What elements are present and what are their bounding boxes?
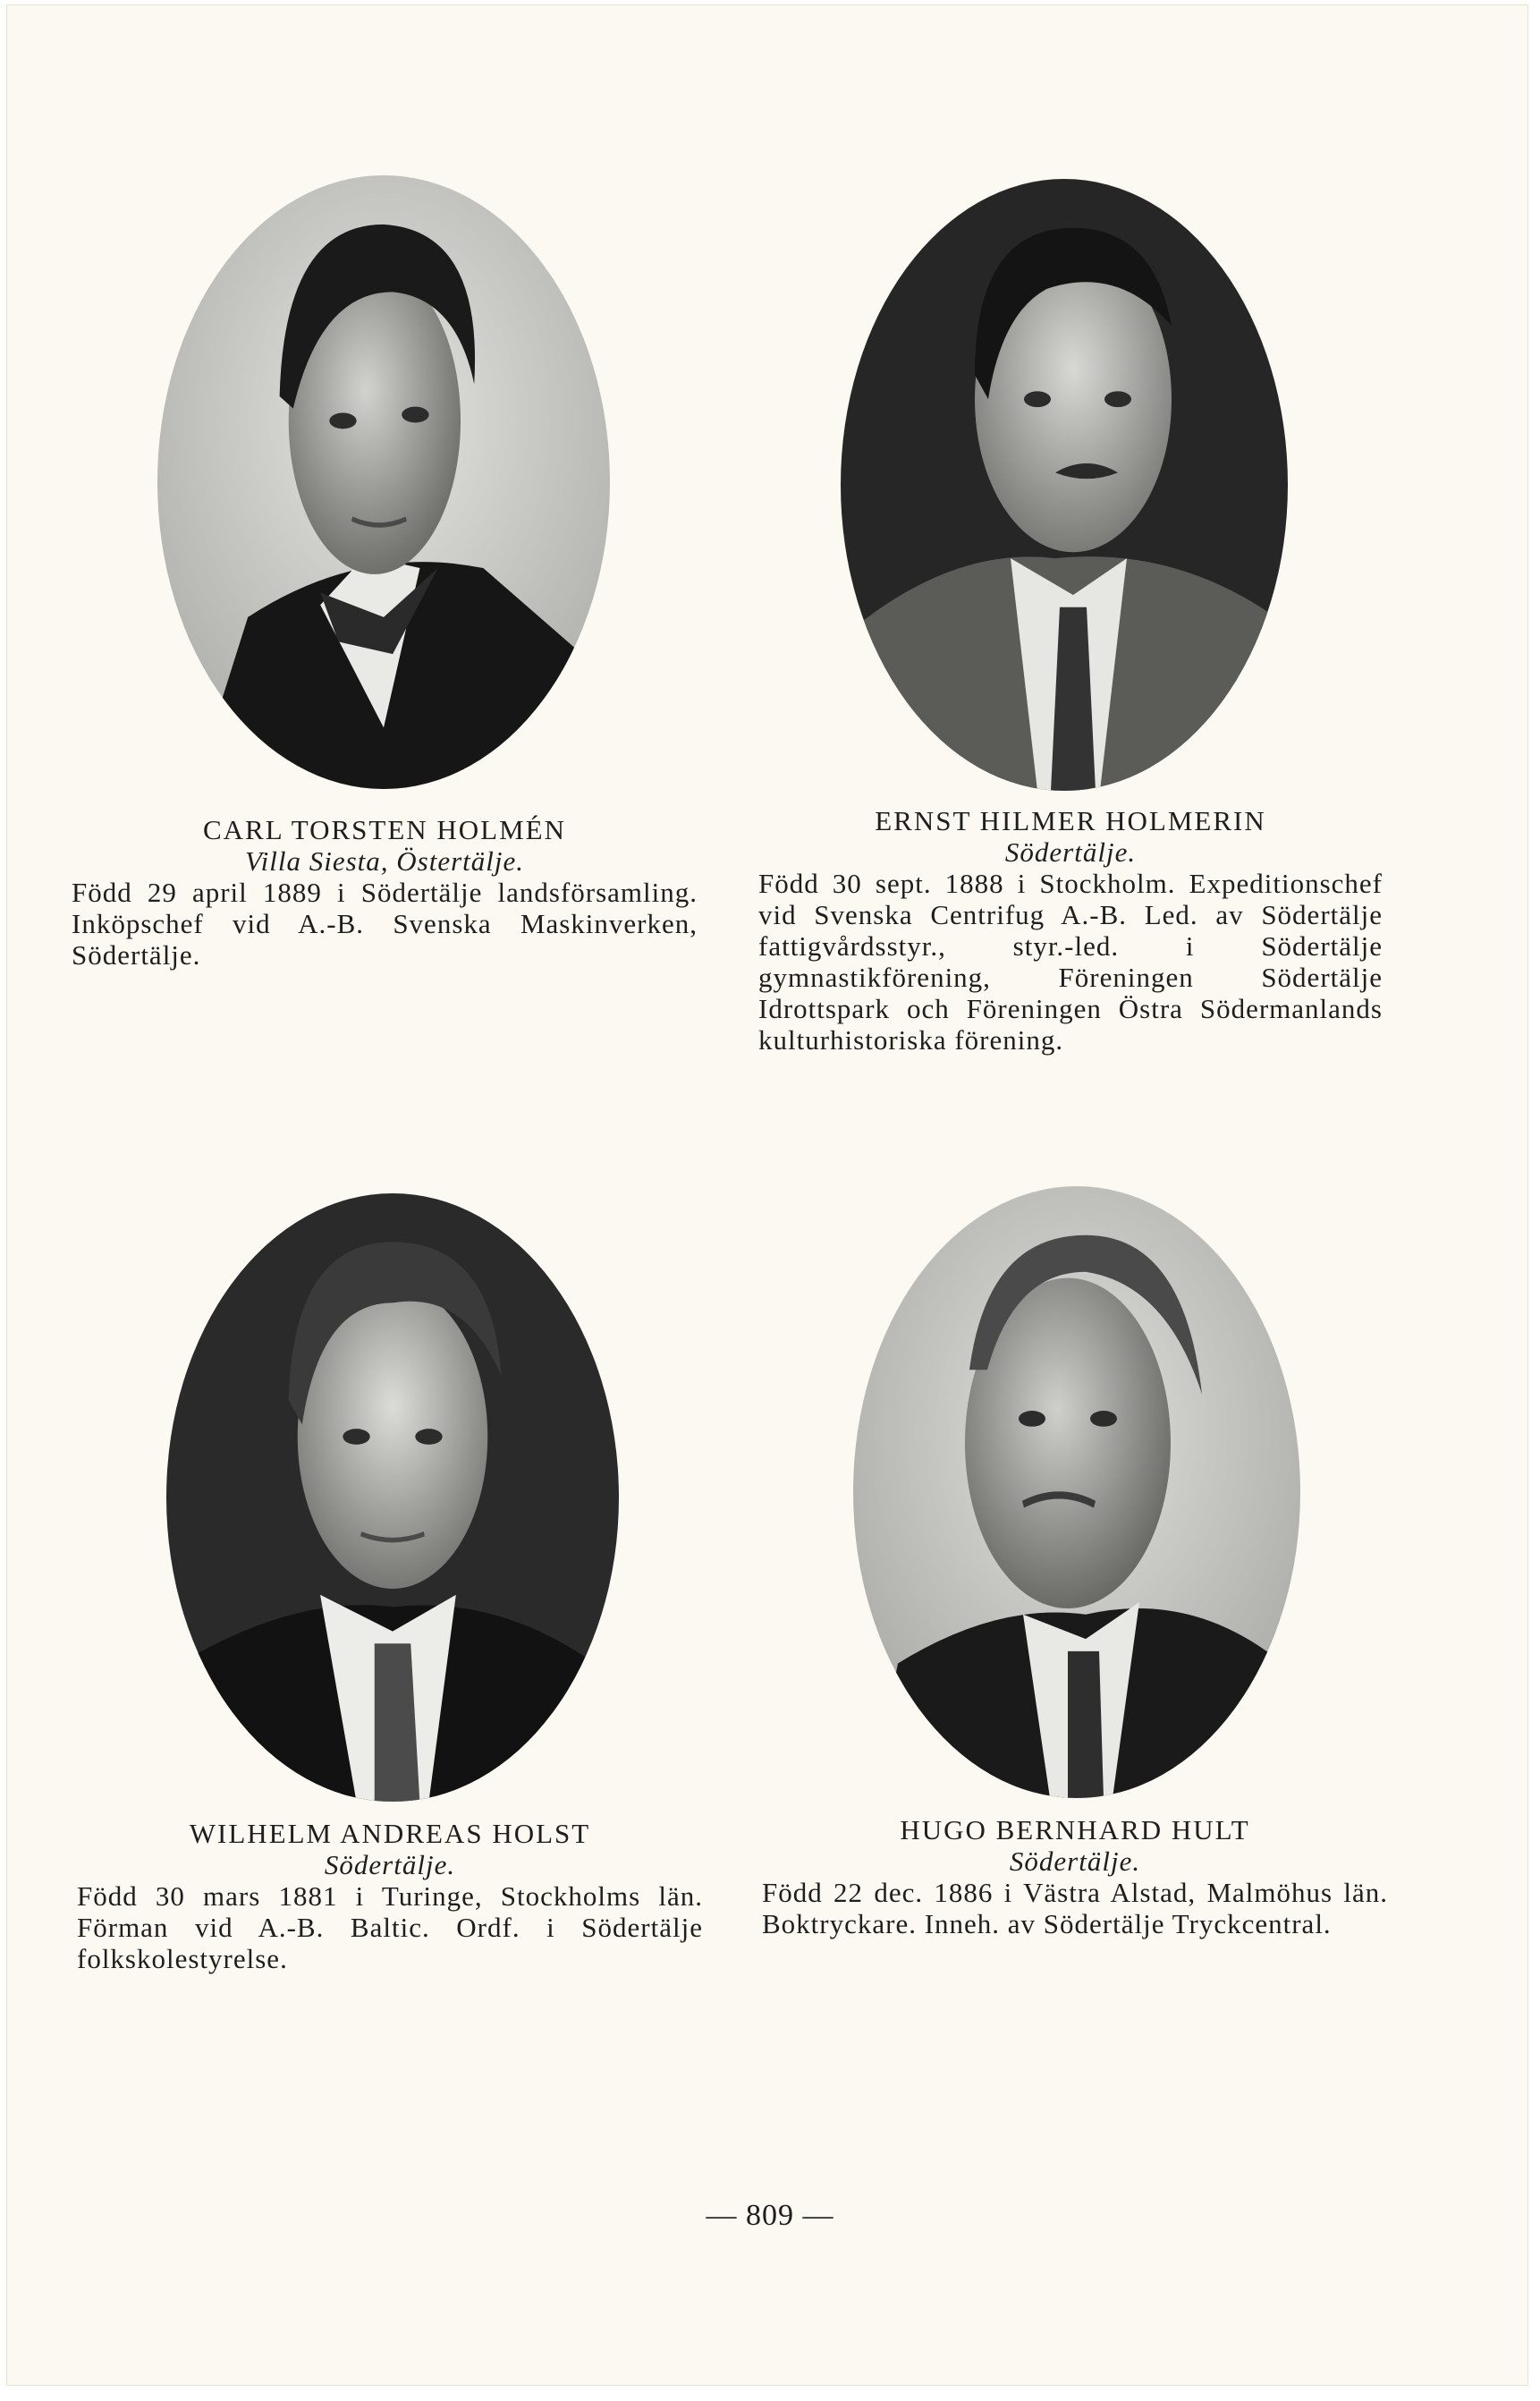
person-name: HUGO BERNHARD HULT	[900, 1814, 1250, 1845]
person-residence: Villa Siesta, Östertälje.	[244, 845, 524, 877]
person-name: CARL TORSTEN HOLMÉN	[202, 814, 566, 845]
person-biography: Född 22 dec. 1886 i Västra Alstad, Malmöhus län. Boktryckare. Inneh. av Södertälje Tryckcentral.	[762, 1877, 1388, 1939]
person-name: ERNST HILMER HOLMERIN	[875, 805, 1266, 836]
portrait-photo-holst	[166, 1193, 619, 1802]
person-residence: Södertälje.	[1009, 1845, 1141, 1877]
person-biography: Född 29 april 1889 i Södertälje landsförsamling. Inköpschef vid A.-B. Svenska Maskinverken, Södertälje.	[72, 877, 698, 971]
person-biography: Född 30 sept. 1888 i Stockholm. Expeditionschef vid Svenska Centrifug A.-B. Led. av Södertälje fattigvårdsstyr., styr.-led. i Södertälje gymnastikförening, Föreningen Södertälje Idrottspark och Föreningen Östra Södermanlands kulturhistoriska förening.	[758, 868, 1383, 1056]
entry-holmerin	[758, 805, 1383, 1056]
entry-hult	[762, 1814, 1388, 1939]
entry-holst	[77, 1818, 703, 1974]
person-residence: Södertälje.	[1004, 836, 1137, 868]
person-residence: Södertälje.	[324, 1849, 456, 1880]
person-name: WILHELM ANDREAS HOLST	[189, 1818, 591, 1849]
portrait-photo-hult	[853, 1186, 1300, 1798]
portrait-photo-holmerin	[841, 179, 1288, 791]
portrait-photo-holmen	[157, 175, 610, 789]
page-number: — 809 —	[706, 2199, 834, 2232]
entry-holmen	[72, 814, 698, 971]
person-biography: Född 30 mars 1881 i Turinge, Stockholms län. Förman vid A.-B. Baltic. Ordf. i Södertälje folkskolestyrelse.	[77, 1880, 703, 1974]
